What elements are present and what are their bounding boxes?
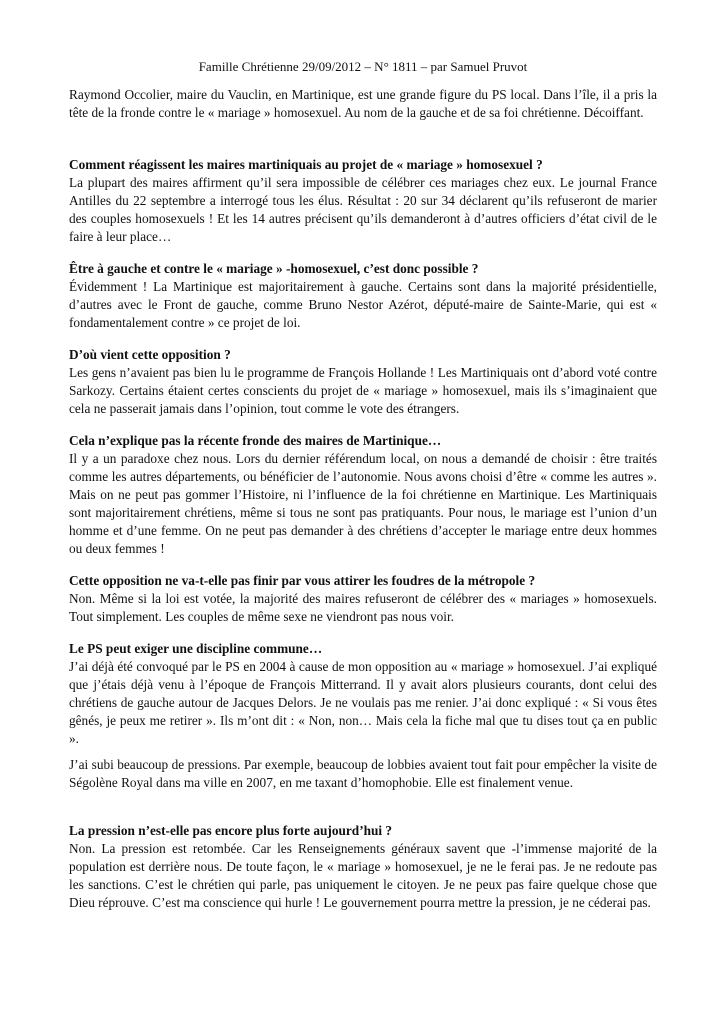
question-5: Cette opposition ne va-t-elle pas finir par vous attirer les foudres de la métropole ? bbox=[69, 573, 536, 588]
interview-section-6 bbox=[69, 640, 657, 792]
question-1: Comment réagissent les maires martiniquais au projet de « mariage » homosexuel ? bbox=[69, 157, 543, 172]
interview-section-5 bbox=[69, 572, 657, 626]
intro-paragraph: Raymond Occolier, maire du Vauclin, en Martinique, est une grande figure du PS local. Dans l’île, il a pris la tête de la fronde contre le « mariage » homosexuel. Au nom de la gauche et de sa foi chrétienne. Décoiffant. bbox=[69, 87, 657, 120]
interview-section-2 bbox=[69, 260, 657, 332]
answer-2: Évidemment ! La Martinique est majoritairement à gauche. Certains sont dans la majorité présidentielle, d’autres avec le Front de gauche, comme Bruno Nestor Azérot, député-maire de Sainte-Marie, qui est « fondamentalement contre » ce projet de loi. bbox=[69, 279, 657, 330]
answer-6: J’ai déjà été convoqué par le PS en 2004 à cause de mon opposition au « mariage » homosexuel. J’ai expliqué que j’étais déjà venu à l’époque de François Mitterrand. Il y avait alors plusieurs courants, dont celui des chrétiens de gauche autour de Jacques Delors. Je ne voulais pas me renier. J’ai donc expliqué : « Si vous êtes gênés, je peux me retirer ». Ils m’ont dit : « Non, non… Mais cela la fiche mal que tu dises tout ça en public ». bbox=[69, 659, 657, 746]
answer-5: Non. Même si la loi est votée, la majorité des maires refuseront de célébrer des « mariages » homosexuels. Tout simplement. Les couples de même sexe ne viendront pas nous voir. bbox=[69, 591, 657, 624]
answer-7: Non. La pression est retombée. Car les Renseignements généraux savent que -l’immense majorité de la population est derrière nous. De toute façon, le « mariage » homosexuel, je ne le ferai pas. Je ne redoute pas les sanctions. C’est le chrétien qui parle, pas uniquement le citoyen. Je ne peux pas faire quelque chose que Dieu réprouve. C’est ma conscience qui hurle ! Le gouvernement pourra mettre la pression, je ne céderai pas. bbox=[69, 841, 657, 910]
interview-section-7 bbox=[69, 822, 657, 912]
question-4: Cela n’explique pas la récente fronde des maires de Martinique… bbox=[69, 433, 442, 448]
answer-1: La plupart des maires affirment qu’il sera impossible de célébrer ces mariages chez eux. Le journal France Antilles du 22 septembre a interrogé tous les élus. Résultat : 20 sur 34 déclarent qu’ils refuseront de marier des couples homosexuels ! Et les 14 autres précisent qu’ils demanderont à d’autres officiers d’état civil de le faire à leur place… bbox=[69, 175, 657, 244]
document-header: Famille Chrétienne 29/09/2012 – N° 1811 – par Samuel Pruvot bbox=[198, 59, 528, 74]
answer-3: Les gens n’avaient pas bien lu le programme de François Hollande ! Les Martiniquais ont d’abord voté contre Sarkozy. Certains étaient certes conscients du projet de « mariage » homosexuel, mais ils s’imaginaient que cela ne passerait jamais dans l’opinion, tout comme le vote des étrangers. bbox=[69, 365, 657, 416]
question-2: Être à gauche et contre le « mariage » -homosexuel, c’est donc possible ? bbox=[69, 261, 479, 276]
interview-section-1 bbox=[69, 156, 657, 246]
document-page bbox=[69, 58, 657, 926]
answer-6-continued: J’ai subi beaucoup de pressions. Par exemple, beaucoup de lobbies avaient tout fait pour empêcher la visite de Ségolène Royal dans ma ville en 2007, en me taxant d’homophobie. Elle est finalement venue. bbox=[69, 757, 657, 790]
question-6: Le PS peut exiger une discipline commune… bbox=[69, 641, 323, 656]
interview-section-3 bbox=[69, 346, 657, 418]
question-3: D’où vient cette opposition ? bbox=[69, 347, 231, 362]
question-7: La pression n’est-elle pas encore plus forte aujourd’hui ? bbox=[69, 823, 393, 838]
answer-4: Il y a un paradoxe chez nous. Lors du dernier référendum local, on nous a demandé de choisir : être traités comme les autres départements, ou bénéficier de l’autonomie. Nous avons choisi d’être « comme les autres ». Mais on ne peut pas gommer l’Histoire, ni l’influence de la foi chrétienne en Martinique. Les Martiniquais sont majoritairement chrétiens, même si tous ne sont pas pratiquants. Pour nous, le mariage est l’union d’un homme et d’une femme. On ne peut pas demander à des chrétiens d’accepter le mariage entre deux hommes ou deux femmes ! bbox=[69, 451, 657, 556]
interview-section-4 bbox=[69, 432, 657, 558]
